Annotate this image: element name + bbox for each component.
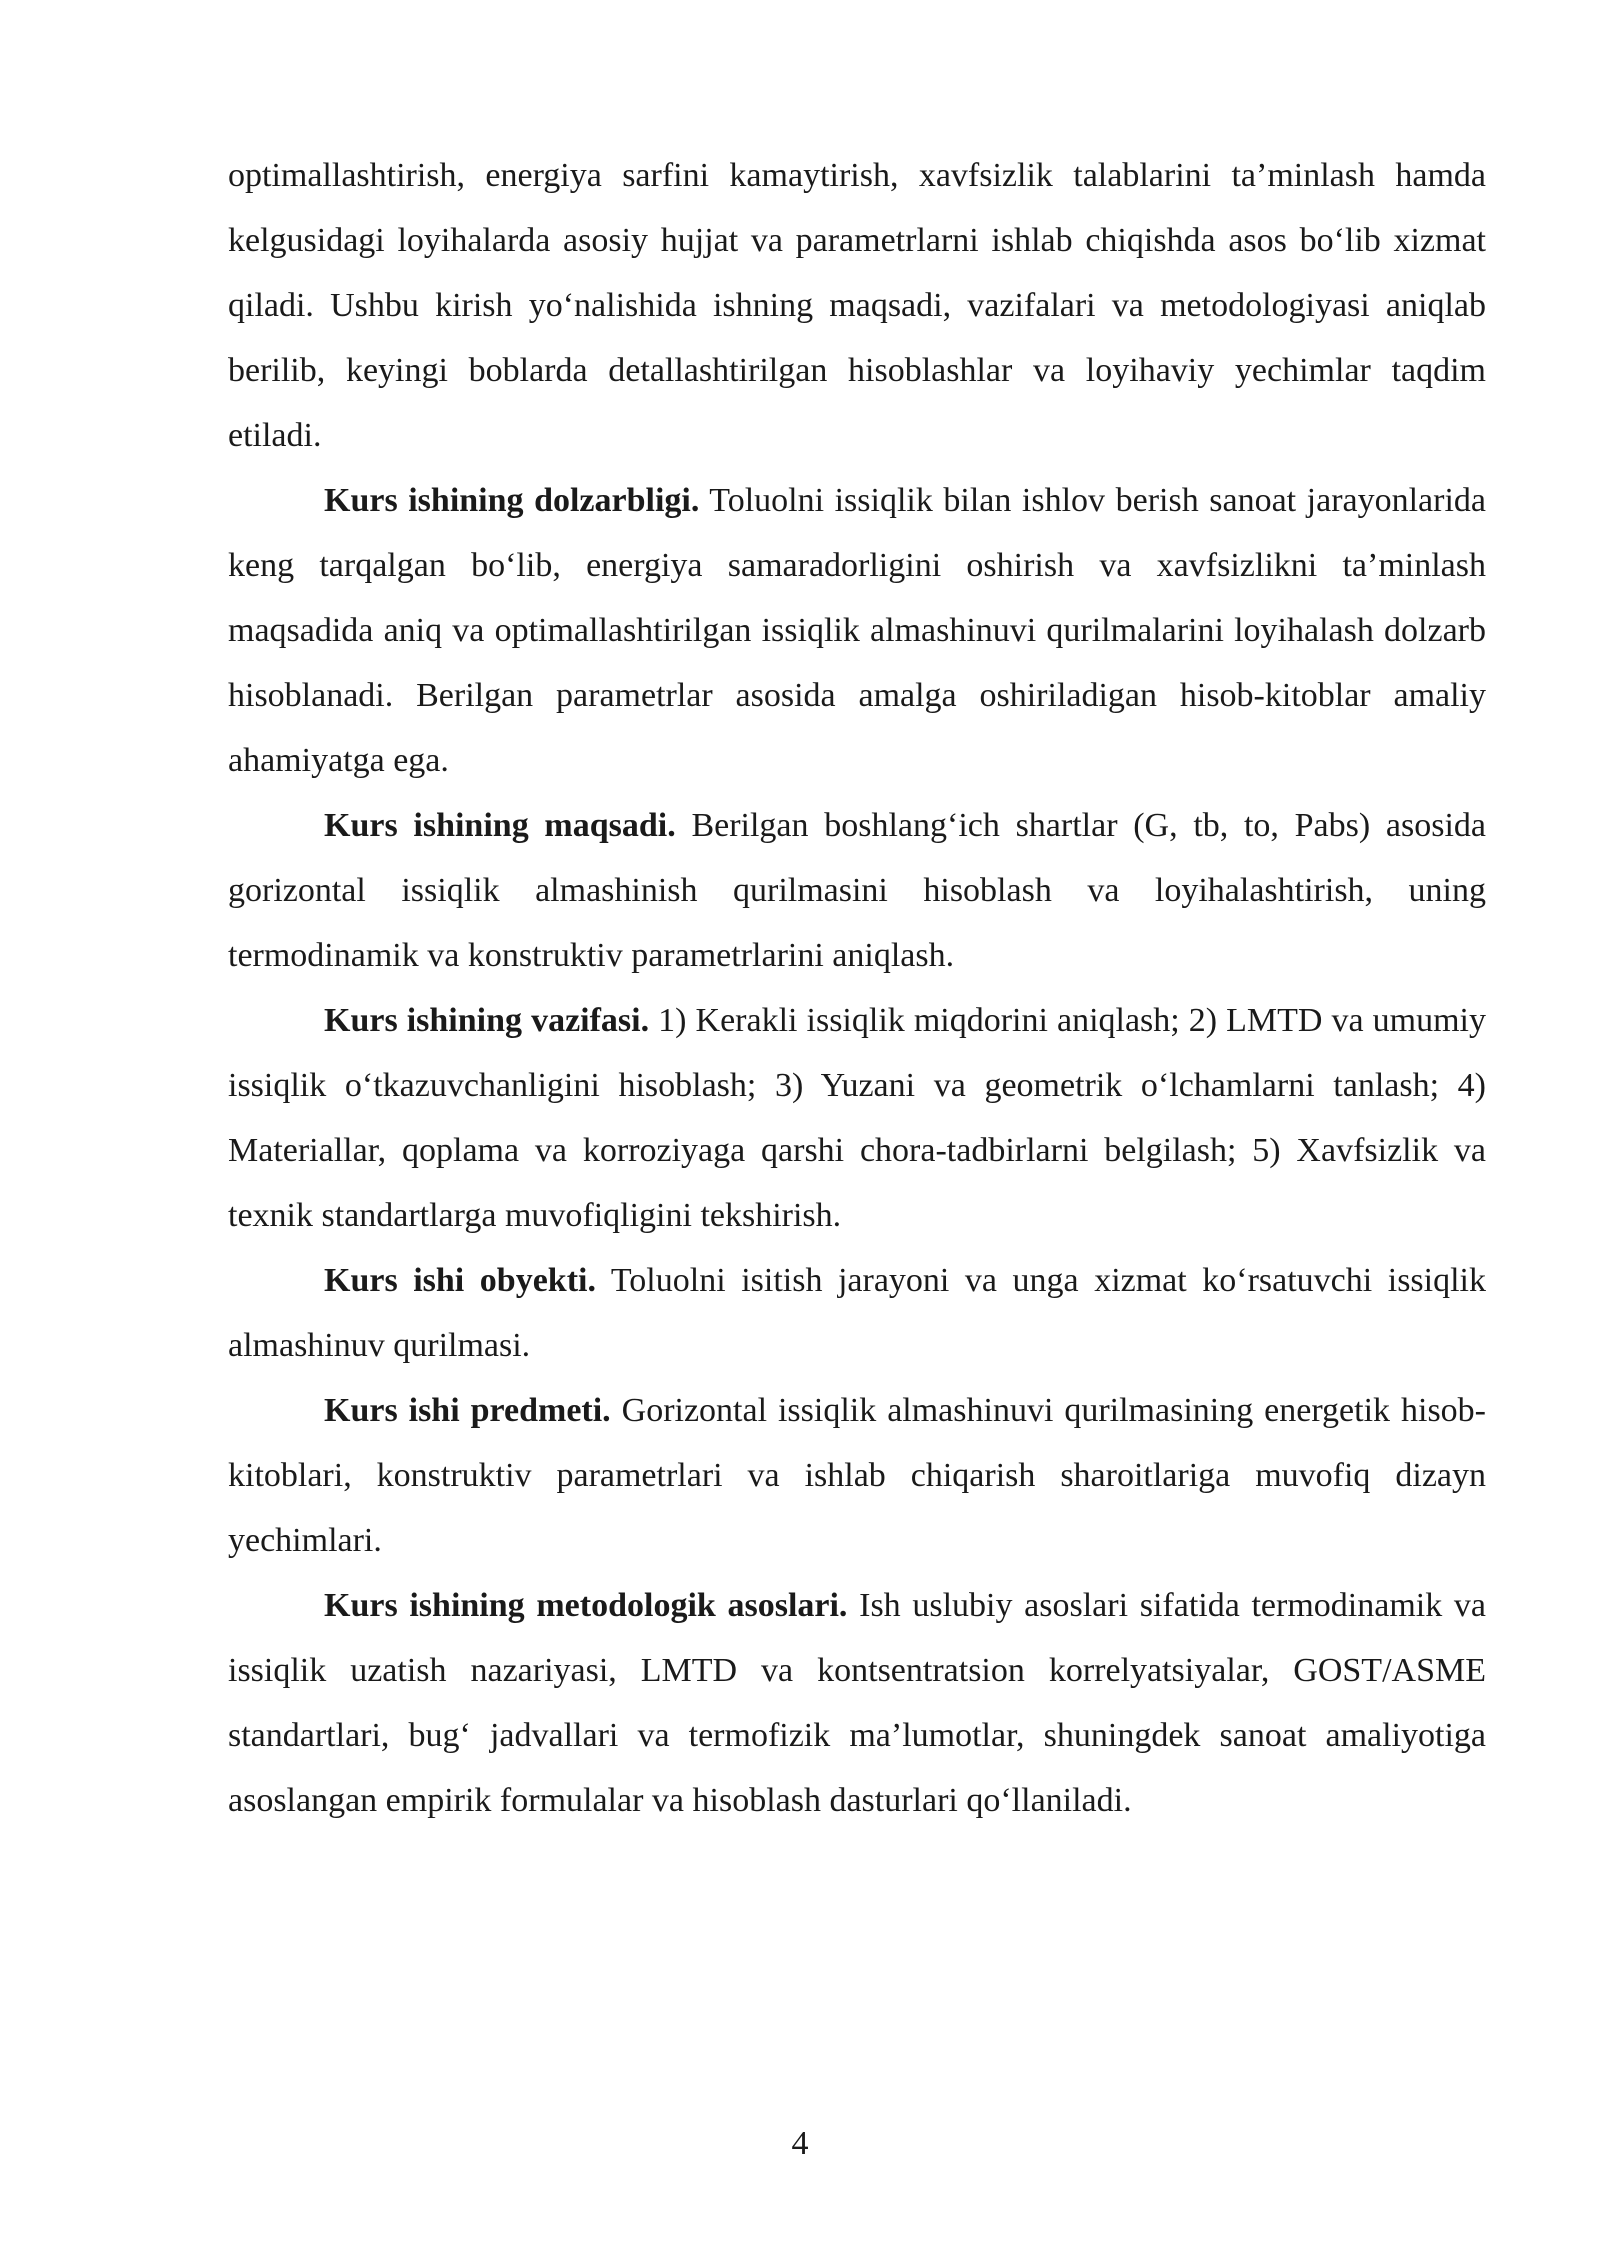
paragraph-heading: Kurs ishi predmeti. [324, 1392, 611, 1429]
page-body [228, 143, 1486, 1833]
paragraph-text: Toluolni isitish jarayoni va unga xizmat ko‘rsatuvchi issiqlik almashinuv qurilmasi. [228, 1262, 1486, 1364]
paragraph-intro-continuation [228, 143, 1486, 468]
paragraph-methodology [228, 1573, 1486, 1833]
paragraph-text: Ish uslubiy asoslari sifatida termodinamik va issiqlik uzatish nazariyasi, LMTD va kontsentratsion korrelyatsiyalar, GOST/ASME standartlari, bug‘ jadvallari va termofizik ma’lumotlar, shuningdek sanoat amaliyotiga asoslangan empirik formulalar va hisoblash dasturlari qo‘llaniladi. [228, 1587, 1486, 1819]
paragraph-heading: Kurs ishining maqsadi. [324, 807, 676, 844]
paragraph-text: Berilgan boshlang‘ich shartlar (G, tb, to, Pabs) asosida gorizontal issiqlik almashinish qurilmasini hisoblash va loyihalashtirish, uning termodinamik va konstruktiv parametrlarini aniqlash. [228, 807, 1486, 974]
paragraph-heading: Kurs ishining dolzarbligi. [324, 482, 700, 519]
paragraph-text: Toluolni issiqlik bilan ishlov berish sanoat jarayonlarida keng tarqalgan bo‘lib, energiya samaradorligini oshirish va xavfsizlikni ta’minlash maqsadida aniq va optimallashtirilgan issiqlik almashinuvi qurilmalarini loyihalash dolzarb hisoblanadi. Berilgan parametrlar asosida amalga oshiriladigan hisob-kitoblar amaliy ahamiyatga ega. [228, 482, 1486, 779]
paragraph-goal [228, 793, 1486, 988]
paragraph-heading: Kurs ishi obyekti. [324, 1262, 596, 1299]
paragraph-text: Gorizontal issiqlik almashinuvi qurilmasining energetik hisob-kitoblari, konstruktiv parametrlari va ishlab chiqarish sharoitlariga muvofiq dizayn yechimlari. [228, 1392, 1486, 1559]
paragraph-tasks [228, 988, 1486, 1248]
page-number: 4 [791, 2125, 809, 2162]
paragraph-heading: Kurs ishining vazifasi. [324, 1002, 650, 1039]
paragraph-heading: Kurs ishining metodologik asoslari. [324, 1587, 848, 1624]
paragraph-text: 1) Kerakli issiqlik miqdorini aniqlash; 2) LMTD va umumiy issiqlik o‘tkazuvchanligini hisoblash; 3) Yuzani va geometrik o‘lchamlarni tanlash; 4) Materiallar, qoplama va korroziyaga qarshi chora-tadbirlarni belgilash; 5) Xavfsizlik va texnik standartlarga muvofiqligini tekshirish. [228, 1002, 1486, 1234]
paragraph-object [228, 1248, 1486, 1378]
paragraph-subject [228, 1378, 1486, 1573]
paragraph-relevance [228, 468, 1486, 793]
paragraph-text: optimallashtirish, energiya sarfini kamaytirish, xavfsizlik talablarini ta’minlash hamda kelgusidagi loyihalarda asosiy hujjat va parametrlarni ishlab chiqishda asos bo‘lib xizmat qiladi. Ushbu kirish yo‘nalishida ishning maqsadi, vazifalari va metodologiyasi aniqlab berilib, keyingi boblarda detallashtirilgan hisoblashlar va loyihaviy yechimlar taqdim etiladi. [228, 157, 1486, 454]
